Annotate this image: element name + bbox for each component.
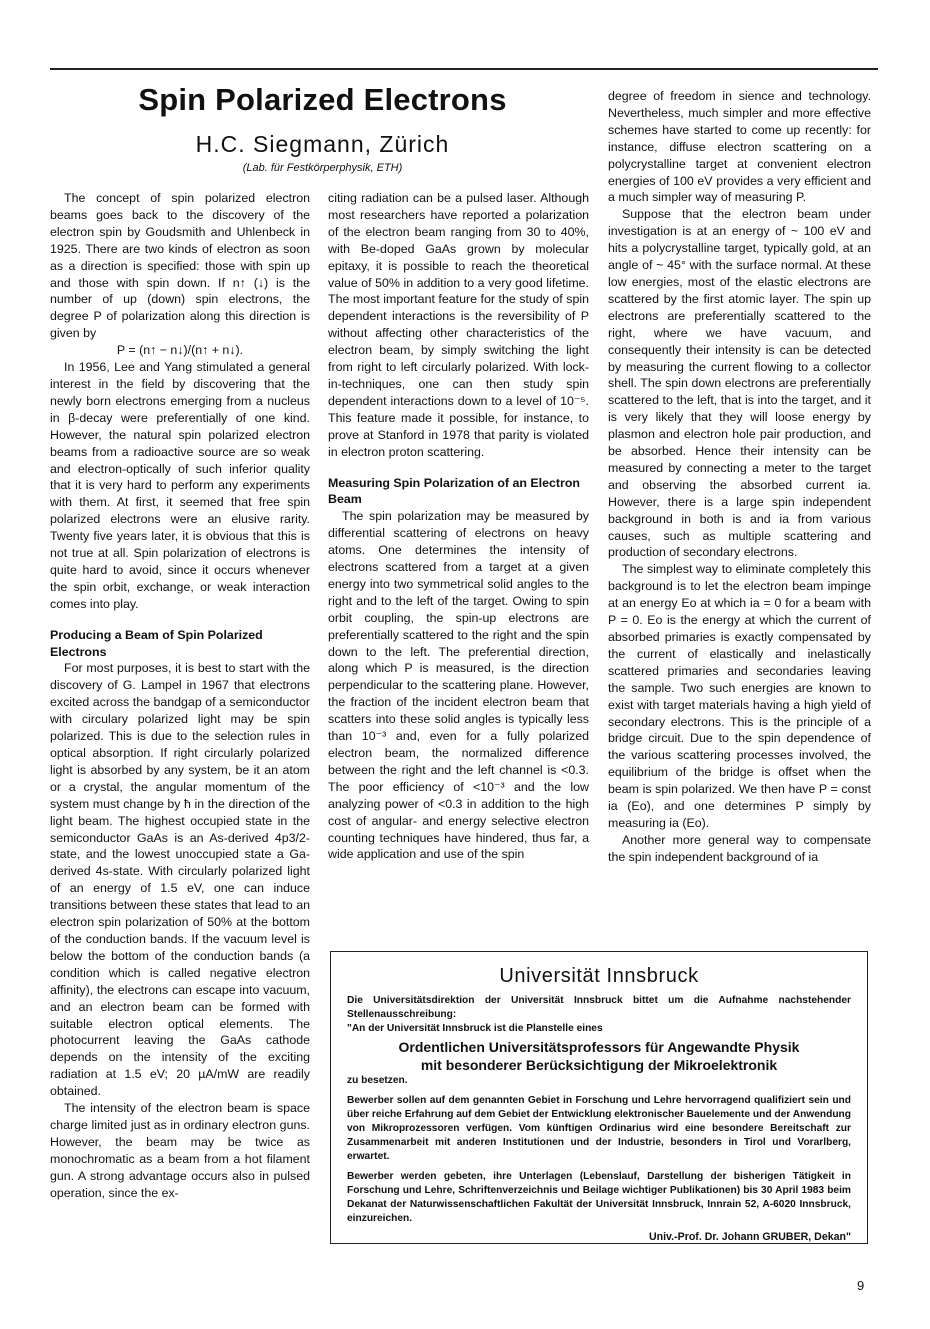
- page-number: 9: [857, 1278, 865, 1293]
- announcement-intro: Die Universitätsdirektion der Universität Innsbruck bittet um die Aufnahme nachstehender Stellenausschreibung:: [347, 995, 851, 1020]
- paragraph: The spin polarization may be measured by differential scattering of electrons on heavy atoms. One determines the intensity of electrons scattered from a target at a given energy into two symmetrical solid angles to the right and to the left of the target. Owing to spin orbit coupling, the spin-up electrons are preferentially scattered to the right and the spin down to the left. The preferential direction, along which P is measured, is the direction perpendicular to the scattering plane. However, the fraction of the incident electron beam that scatters into these solid angles is typically less than 10⁻³ and, even for a fully polarized electron beam, the normalized difference between the right and the left channel is <0.3. The poor efficiency of <10⁻³ and the low analyzing power of <0.3 in addition to the high cost of angular- and energy selective electron counting techniques have hindered, thus far, a wide application and use of the spin: [328, 509, 589, 862]
- paragraph: The concept of spin polarized electron beams goes back to the discovery of the electron spin by Goudsmith and Uhlenbeck in 1925. There are two kinds of electron as soon as a direction is specified: those with spin up and those with spin down. If n↑ (↓) is the number of up (down) spin electrons, the degree P of polarization along this direction is given by: [50, 191, 310, 341]
- paragraph: Suppose that the electron beam under investigation is at an energy of ~ 100 eV and hits a polycrystalline target, typically gold, at an angle of ~ 45° with the surface normal. At these low energies, most of the elastic electrons are scattered by the first atomic layer. The spin up electrons are preferentially scattered to the right, where we have vacuum, and consequently their intensity is can be detected by measuring the current flowing to a collector shell. The spin down electrons are preferentially scattered to the left, that is into the target, and it is very likely that they will loose energy by plasmon and electron hole pair production, and be absorbed. Hence their intensity can be measured by connecting a meter to the target and observing the absorbed current ia. However, there is a large spin independent background in both is and ia from various causes, such as multiple scattering and production of secondary electrons.: [608, 207, 871, 560]
- author-line: H.C. Siegmann, Zürich: [195, 131, 450, 157]
- paragraph: degree of freedom in sience and technology. Nevertheless, much simpler and more effective schemes have started to come up recently: for instance, diffuse electron scattering on a polycrystalline target at convenient electron energies of 100 eV provides a very efficient and a much simpler way of measuring P.: [608, 89, 871, 205]
- announcement-signature: Univ.-Prof. Dr. Johann GRUBER, Dekan": [648, 1231, 851, 1243]
- job-announcement-box: [330, 951, 868, 1244]
- text-column-1: [50, 190, 310, 1201]
- announcement-application: Bewerber werden gebeten, ihre Unterlagen (Lebenslauf, Darstellung der bisherigen Tätigkeit in Forschung und Lehre, Schriftenverzeichnis und Beilage wichtiger Publikationen) bis 30 April 1983 beim Dekanat der Naturwissenschaftlichen Fakultät der Universität Innsbruck, Innrain 52, A-6020 Innsbruck, einzureichen.: [347, 1171, 851, 1224]
- announcement-quote: "An der Universität Innsbruck ist die Planstelle eines: [347, 1023, 603, 1034]
- polarization-formula: P = (n↑ − n↓)/(n↑ + n↓).: [116, 343, 244, 358]
- text-column-3: [608, 88, 871, 866]
- announcement-requirements: Bewerber sollen auf dem genannten Gebiet in Forschung und Lehre hervorragend qualifiziert sein und über reiche Erfahrung auf dem Gebiet der Entwicklung elektronischer Bauelemente und der Anwendung von Mikroprozessoren verfügen. Vom künftigen Ordinarius wird eine besondere Bereitschaft zur Zusammenarbeit mit anderen Institutionen und der Industrie, besonders in Tirol und Vorarlberg, erwartet.: [347, 1095, 851, 1162]
- section-heading: Measuring Spin Polarization of an Electron Beam: [328, 475, 580, 507]
- position-line-1: Ordentlichen Universitätsprofessors für Angewandte Physik: [398, 1039, 800, 1055]
- position-line-2: mit besonderer Berücksichtigung der Mikroelektronik: [420, 1056, 778, 1073]
- text-column-2: [328, 190, 589, 863]
- paragraph: Another more general way to compensate the spin independent background of ia: [608, 832, 871, 864]
- announcement-title: Universität Innsbruck: [499, 965, 699, 987]
- paragraph: citing radiation can be a pulsed laser. Although most researchers have reported a polarization of the electron beam ranging from 30 to 40%, with Be-doped GaAs grown by molecular epitaxy, it is possible to reach the theoretical value of 50% in addition to a very good lifetime. The most important feature for the study of spin dependent interactions is the reversibility of P without affecting other characteristics of the electron beam, by simply switching the light from right to left circularly polarized. With lock-in-techniques, one can then study spin dependent interactions down to a level of 10⁻⁵. This feature made it possible, for instance, to prove at Stanford in 1978 that parity is violated in electron proton scattering.: [328, 191, 589, 459]
- affiliation: (Lab. für Festkörperphysik, ETH): [242, 162, 403, 174]
- article-title: Spin Polarized Electrons: [138, 82, 507, 117]
- announcement-to-fill: zu besetzen.: [347, 1075, 408, 1086]
- paragraph: The simplest way to eliminate completely this background is to let the electron beam impinge at an energy Eo at which ia = 0 for a beam with P = 0. Eo is the energy at which the current of absorbed primaries is exactly compensated by the current of elastically and inelastically scattered primaries and secondaries leaving the sample. Two such energies are known to exist with target materials having a high yield of secondary electrons. This is the principle of a bridge circuit. Due to the spin dependence of the various scattering processes involved, the equilibrium of the bridge is offset when the beam is spin polarized. We then have P = const ia (Eo), and one determines P simply by measuring ia (Eo).: [608, 562, 871, 830]
- section-heading: Producing a Beam of Spin Polarized Electrons: [50, 627, 263, 659]
- paragraph: In 1956, Lee and Yang stimulated a general interest in the field by discovering that the newly born electrons emerging from a nucleus in β-decay were preferentially of one kind. However, the natural spin polarized electron beams from a radioactive source are so weak and electron-optically of such inferior quality that it is very hard to perform any experiments with them. At first, it seemed that free spin polarized electrons were an elusive rarity. Twenty five years later, it is obvious that this is not true at all. Spin polarization of electrons is quite hard to avoid, since it occurs whenever the spin orbit, exchange, or weak interaction comes into play.: [50, 360, 310, 611]
- paragraph: For most purposes, it is best to start with the discovery of G. Lampel in 1967 that electrons excited across the bandgap of a semiconductor with circulary polarized light may be spin polarized. This is due to the selection rules in optical absorption. If right circularly polarized light is absorbed by any system, be it an atom or a crystal, the angular momentum of the system must change by ħ in the direction of the light beam. The highest occupied state in the semiconductor GaAs is an As-derived 4p3/2-state, and the lowest unoccupied state a Ga-derived 4s-state. With circularly polarized light of an energy of 1.5 eV, one can induce transitions between these states that lead to an electron spin polarization of 50% at the bottom of the conduction bands. If the vacuum level is below the bottom of the conduction bands (a condition which is called negative electron affinity), the electrons can escape into vacuum, and an electron beam can be formed with suitable electron optical elements. The photocurrent leaving the GaAs cathode depends on the intensity of the exciting radiation at 1.5 eV; 20 µA/mW are readily obtained.: [50, 661, 310, 1099]
- paragraph: The intensity of the electron beam is space charge limited just as in ordinary electron guns. However, the beam may be twice as monochromatic as a beam from a hot filament gun. A strong advantage occurs also in pulsed operation, since the ex-: [50, 1101, 310, 1200]
- position-title: [347, 1039, 851, 1074]
- header-rule: [50, 68, 878, 70]
